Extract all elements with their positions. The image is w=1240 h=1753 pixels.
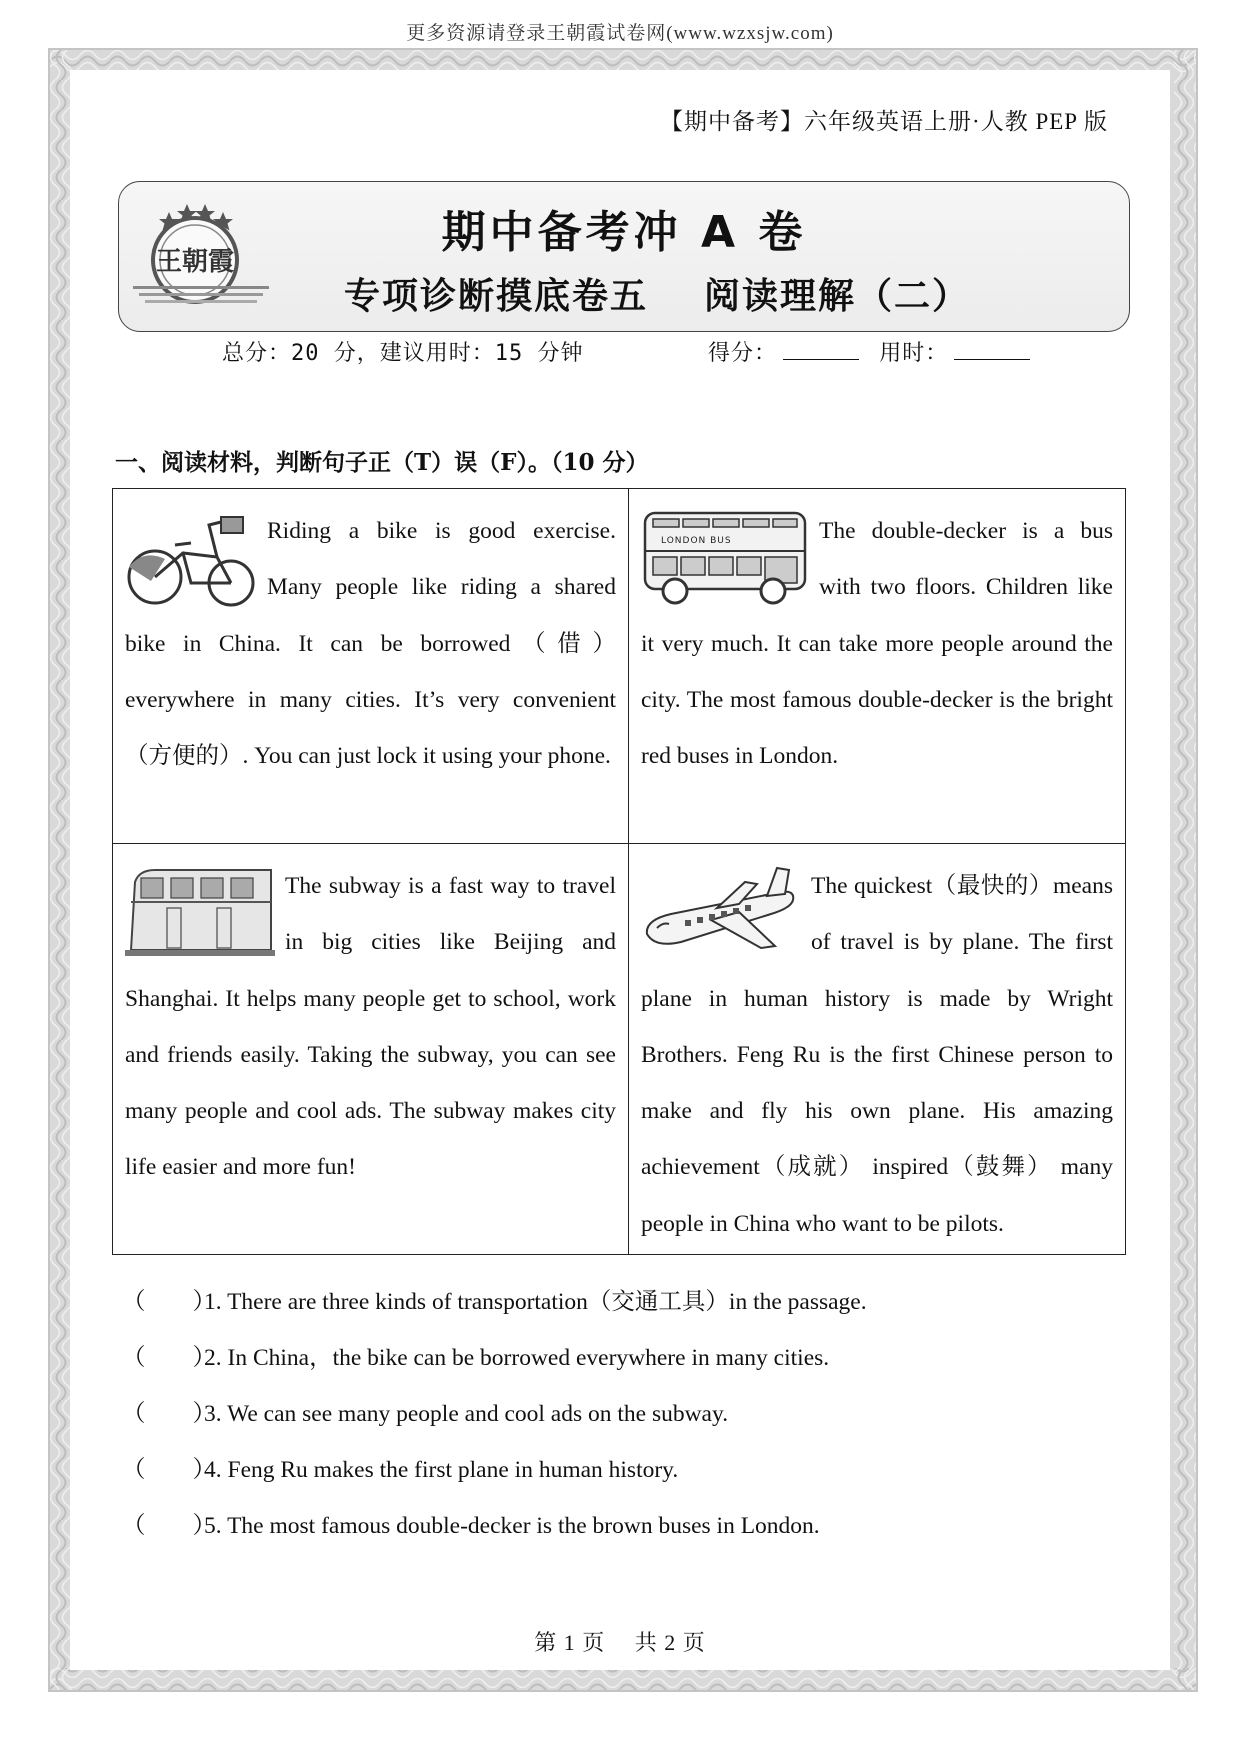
- score-blank[interactable]: [783, 339, 859, 360]
- reading-passages-table: [112, 488, 1126, 1255]
- paper-name: 专项诊断摸底卷五: [344, 276, 649, 317]
- svg-text:LONDON BUS: LONDON BUS: [661, 536, 732, 546]
- passage-bike: [113, 489, 629, 844]
- double-decker-bus-icon: [641, 507, 809, 607]
- paper-topic: 阅读理解（二）: [704, 276, 971, 317]
- answer-blank[interactable]: （ ）: [122, 1401, 216, 1427]
- question-item: [122, 1282, 867, 1316]
- question-text: 4. Feng Ru makes the first plane in human history.: [204, 1457, 679, 1483]
- answer-blank[interactable]: （ ）: [122, 1513, 216, 1539]
- exam-title: 期中备考冲 A 卷: [441, 207, 807, 258]
- question-text: 5. The most famous double-decker is the brown buses in London.: [204, 1513, 820, 1539]
- question-item: [122, 1338, 829, 1372]
- time-label: 用时：: [879, 341, 949, 366]
- passage-text: The subway is a fast way to travel in big cities like Beijing and Shanghai. It helps many people get to school, work and friends easily. Taking the subway, you can see many people and cool ads. The subway makes city life easier and more fun!: [113, 844, 628, 1196]
- bicycle-icon: [125, 507, 257, 615]
- time-blank[interactable]: [954, 339, 1030, 360]
- passage-plane: [629, 844, 1125, 1254]
- question-text: 1. There are three kinds of transportation（交通工具）in the passage.: [204, 1289, 867, 1315]
- question-text: 3. We can see many people and cool ads on the subway.: [204, 1401, 729, 1427]
- series-label: 【期中备考】六年级英语上册·人教 PEP 版: [660, 109, 1108, 134]
- answer-blank[interactable]: （ ）: [122, 1289, 216, 1315]
- exam-subtitle: [344, 268, 970, 319]
- passage-subway: [113, 844, 629, 1254]
- source-banner: 更多资源请登录王朝霞试卷网(www.wzxsjw.com): [406, 23, 834, 44]
- page-number: 第 1 页 共 2 页: [534, 1630, 706, 1655]
- answer-blank[interactable]: （ ）: [122, 1345, 216, 1371]
- airplane-icon: [641, 862, 801, 960]
- passage-text: Riding a bike is good exercise. Many people like riding a shared bike in China. It can be borrowed（借）everywhere in many cities. It’s very convenient（方便的）. You can just lock it using your phone.: [113, 489, 628, 784]
- answer-blank[interactable]: （ ）: [122, 1457, 216, 1483]
- passage-double-decker: [629, 489, 1125, 844]
- section-heading: 一、阅读材料，判断句子正（T）误（F）。（10 分）: [115, 449, 649, 476]
- passage-text: LONDON BUS The double-decker is a bus with two floors. Children like it very much. It can take more people around the city. The most famous double-decker is the bright red buses in London.: [629, 489, 1125, 784]
- subway-train-icon: [125, 862, 275, 960]
- score-fields: [708, 336, 1036, 367]
- question-item: [122, 1450, 678, 1484]
- passage-text: The quickest（最快的）means of travel is by plane. The first plane in human history is made by Wright Brothers. Feng Ru is the first Chinese person to make and fly his own plane. His amazing achievement（成就） inspired（鼓舞） many people in China who want to be pilots.: [629, 844, 1125, 1252]
- svg-text:王朝霞: 王朝霞: [155, 247, 235, 277]
- title-banner: [118, 181, 1130, 332]
- question-text: 2. In China，the bike can be borrowed everywhere in many cities.: [204, 1345, 830, 1371]
- score-label: 得分：: [708, 341, 778, 366]
- total-score-info: 总分：20 分，建议用时：15 分钟: [222, 341, 584, 366]
- question-item: [122, 1394, 728, 1428]
- question-item: [122, 1506, 820, 1540]
